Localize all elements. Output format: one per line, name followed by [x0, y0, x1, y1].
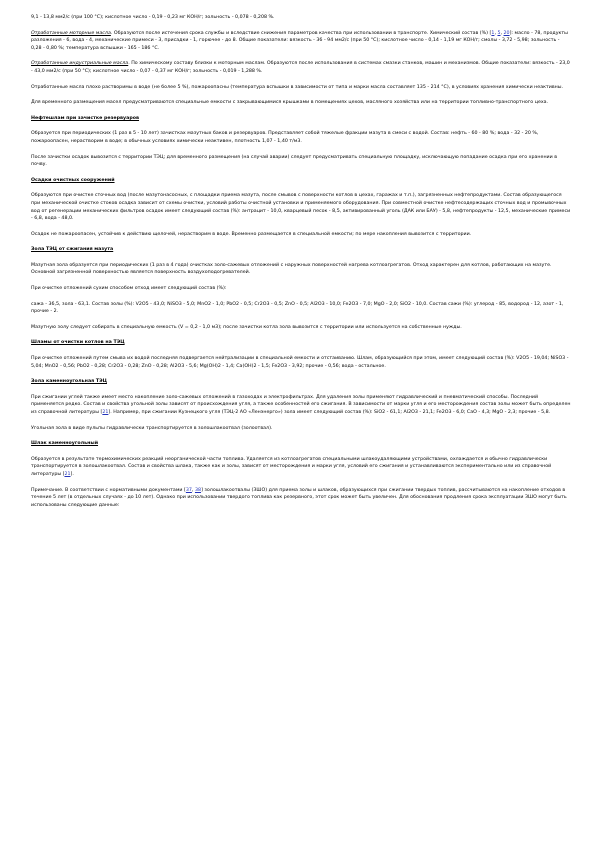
- paragraph: [31, 262, 571, 277]
- text-run: Мазутная зола образуется при периодических (1 раз в 4 года) очистках золо-сажевых отложений с наружных поверхностей нагрева котлоагрегатов. Отход характерен для котлов, работающих на мазуте. Основной загрязненной поверхностью является поверхность воздухоподогревателей.: [31, 262, 552, 276]
- text-run: При очистке отложений путем смыва их водой последняя подвергается нейтрализации в специальной емкости и отстаиванию. Шлам, образующийся при этом, имеет следующий состав (%): V2O5 - 19,04; NiSO3 - 5,04; MnO2 - 0,56; PbO2 - 0,28; Cr2O3 - 0,28; ZnO - 0,28; Al2O3 - 5,6; Mg(OH)2 - 1,4; Ca(OH)2 - 1,5; Fe2O3 - 3,92; прочие - 0,56; вода - остальное.: [31, 356, 569, 369]
- paragraph: [31, 192, 571, 222]
- section-heading: [31, 246, 571, 254]
- text-run: Шламы от очистки котлов на ТЭЦ: [31, 340, 125, 346]
- text-run: ].: [70, 471, 74, 477]
- reference-link[interactable]: 38: [194, 487, 201, 493]
- paragraph: [31, 394, 571, 417]
- paragraph: [31, 285, 571, 293]
- text-run: Для временного размещения масел предусматриваются специальные емкости с закрывающимися крышками в помещениях цехов, масляного хозяйства или на территории топливно-транспортного цеха.: [31, 100, 549, 106]
- paragraph: [31, 324, 571, 332]
- section-heading: [31, 177, 571, 185]
- reference-link[interactable]: 21: [64, 471, 71, 477]
- text-run: Примечание. В соответствии с нормативными документами [: [31, 487, 186, 493]
- text-run: Зола ТЭЦ от сжигания мазута: [31, 247, 114, 253]
- text-run: При очистке отложений сухим способом отход имеет следующий состав (%):: [31, 286, 227, 292]
- reference-link[interactable]: 21: [102, 410, 109, 415]
- paragraph: [31, 487, 571, 510]
- paragraph: [31, 355, 571, 370]
- paragraph: [31, 99, 571, 107]
- text-run: ]. Например, при сжигании Кузнецкого угля (ТЭЦ-2 АО «Ленэнерго») зола имеет следующий состав (%): SiO2 - 61,1; Al2O3 - 21,1; Fe2O3 - 6,0; CaO - 4,3; MgO - 2,3; прочие - 5,8.: [108, 410, 551, 415]
- paragraph: [31, 60, 571, 75]
- text-run: Отработанные масла плохо растворимы в воде (не более 5 %), пожароопасны (температура вспышки в зависимости от типа и марки масла составляет 135 - 214 °С), в условиях хранения химически неактивны.: [31, 84, 563, 90]
- term-label: Отработанные моторные масла: [31, 30, 111, 36]
- text-run: После зачистки осадок вывозится с территории ТЭЦ; для временного размещения (на случай аварии) следует предусматривать специальную площадку, исключающую попадание осадка при его хранении в почву.: [31, 154, 558, 168]
- text-run: ,: [191, 487, 195, 493]
- section-heading: [31, 378, 571, 386]
- document-body: [31, 14, 571, 509]
- text-run: ] золошлакоотвалы (ЗШО) для приема золы и шлаков, образующихся при сжигании твердых топлив, рассчитываются на накопление отходов в течение 5 лет (в отдельных случаях - до 10 лет). Однако при использовании твердого топлива как резервного, этот срок может быть увеличен. Для обоснования продления срока эксплуатации ЗШО могут быть использованы следующие данные:: [31, 487, 567, 508]
- reference-link[interactable]: 37: [185, 487, 192, 493]
- section-heading: [31, 115, 571, 123]
- reference-link[interactable]: 20: [503, 30, 510, 36]
- text-run: Мазутную золу следует собирать в специальную емкость (V = 0,2 - 1,0 м3); после зачистки котла зола вывозится с территории или используется на собственные нужды.: [31, 324, 462, 330]
- text-run: Угольная зола в виде пульпы гидравлически транспортируется в золошлакоотвал (золоотвал).: [31, 425, 273, 431]
- text-run: Образуются при очистке сточных вод (после мазутонасосных, с площадки приема мазута, после смывов с поверхности котлов в цехах, гаражах и т.п.), загрязненных нефтепродуктами. Состав образующегося при механической очистке стоков осадка зависит от схемы очистки, условий работы очистной установки и применяемого оборудования. При совместной очистке нефтесодержащих сточных вод и промывочных вод от регенерации механических фильтров осадок имеет следующий состав (%): антрацит - 10,0, кварцевый песок - 8,5, активированный уголь (ДАК или БАУ) - 5,8, нефтепродукты - 12,5, механические примеси - 6,8, вода - 48,0.: [31, 193, 571, 222]
- text-run: Образуется при периодических (1 раз в 5 - 10 лет) зачистках мазутных баков и резервуаров. Представляет собой тяжелые фракции мазута в смеси с водой. Состав: нефть - 60 - 80 %; вода - 32 - 20 %, пожароопасен, нерастворим в воде; в обычных условиях химически неактивен, плотность 1,07 - 1,40 т/м3.: [31, 131, 539, 144]
- text-run: . Образуются после истечения срока службы и вследствие снижения параметров качества при использовании в транспорте. Химический состав (%) [: [110, 30, 492, 36]
- text-run: Образуется в результате термохимических реакций неорганической части топлива. Удаляется из котлоагрегатов специальными шлакоудаляющими устройствами, охлаждается и обычно гидравлически транспортируется в золошлакоотвал. Состав и свойства шлака, также как и золы, зависят от месторождения и марки угля, условий его сжигания и устанавливаются экспериментально или из справочной литературы [: [31, 456, 552, 477]
- paragraph: [31, 456, 571, 479]
- paragraph: [31, 425, 571, 433]
- paragraph: [31, 130, 571, 145]
- text-run: сажа - 36,5, зола - 63,1. Состав золы (%): V2O5 - 43,0; NiSO3 - 5,0; MnO2 - 1,0; PbO2 - 0,5; Cr2O3 - 0,5; ZnO - 0,5; Al2O3 - 10,0; Fe2O3 - 7,0; MgO - 2,0; SiO2 - 10,0. Состав сажи (%): углерод - 85, водород - 12, азот - 1, прочие - 2.: [31, 301, 564, 315]
- section-heading: [31, 339, 571, 347]
- text-run: Осадки очистных сооружений: [31, 177, 115, 183]
- text-run: Нефтешлам при зачистке резервуаров: [31, 115, 140, 121]
- reference-link[interactable]: 5: [497, 30, 501, 36]
- paragraph: [31, 231, 571, 239]
- paragraph: [31, 30, 571, 53]
- paragraph: [31, 14, 571, 22]
- reference-link[interactable]: 1: [491, 30, 495, 36]
- text-run: При сжигании углей также имеет место накопление золо-сажевых отложений в газоходах и электрофильтрах. Для удаления золы применяют гидравлический и пневматический способы. Последний применяется редко. Состав и свойства угольной золы зависят от происхождения угля, а также особенностей его сжигания. В зависимости от марки угля и его месторождения состав золы может быть определен из справочной литературы [: [31, 394, 571, 415]
- text-run: ]: масло - 78, продукты разложения - 6, вода - 4, механические примеси - 3, присадки - 1, горючее - до 8. Общие показатели: вязкость - 36 - 94 мм2/с (при 50 °С); кислотное число - 0,14 - 1,19 мг КОН/г; смолы - 3,72 - 5,98; зольность - 0,28 - 0,80 %; температура вспышки - 165 - 186 °С.: [31, 30, 568, 51]
- paragraph: [31, 301, 571, 316]
- text-run: ,: [494, 30, 498, 36]
- text-run: Зола каменноугольная ТЭЦ: [31, 379, 107, 385]
- text-run: ,: [500, 30, 504, 36]
- section-heading: [31, 440, 571, 448]
- text-run: . По химическому составу близки к моторным маслам. Образуются после использования в системах смазки станков, машин и механизмов. Общие показатели: вязкость - 23,0 - 43,0 мм2/с (при 50 °С); кислотное число - 0,07 - 0,37 мг КОН/г; зольность - 0,019 - 1,288 %.: [31, 61, 570, 74]
- paragraph: [31, 84, 571, 92]
- text-run: Шлак каменноугольный: [31, 441, 99, 447]
- text-run: Осадок не пожароопасен, устойчив к действию щелочей, нерастворим в воде. Временно размещается в специальной емкости; по мере накопления вывозится с территории.: [31, 231, 472, 237]
- paragraph: [31, 154, 571, 169]
- term-label: Отработанные индустриальные масла: [31, 61, 129, 67]
- text-run: 9,1 - 13,8 мм2/с (при 100 °С); кислотное число - 0,19 - 0,23 мг КОН/г; зольность - 0,078 - 0,208 %.: [31, 15, 275, 20]
